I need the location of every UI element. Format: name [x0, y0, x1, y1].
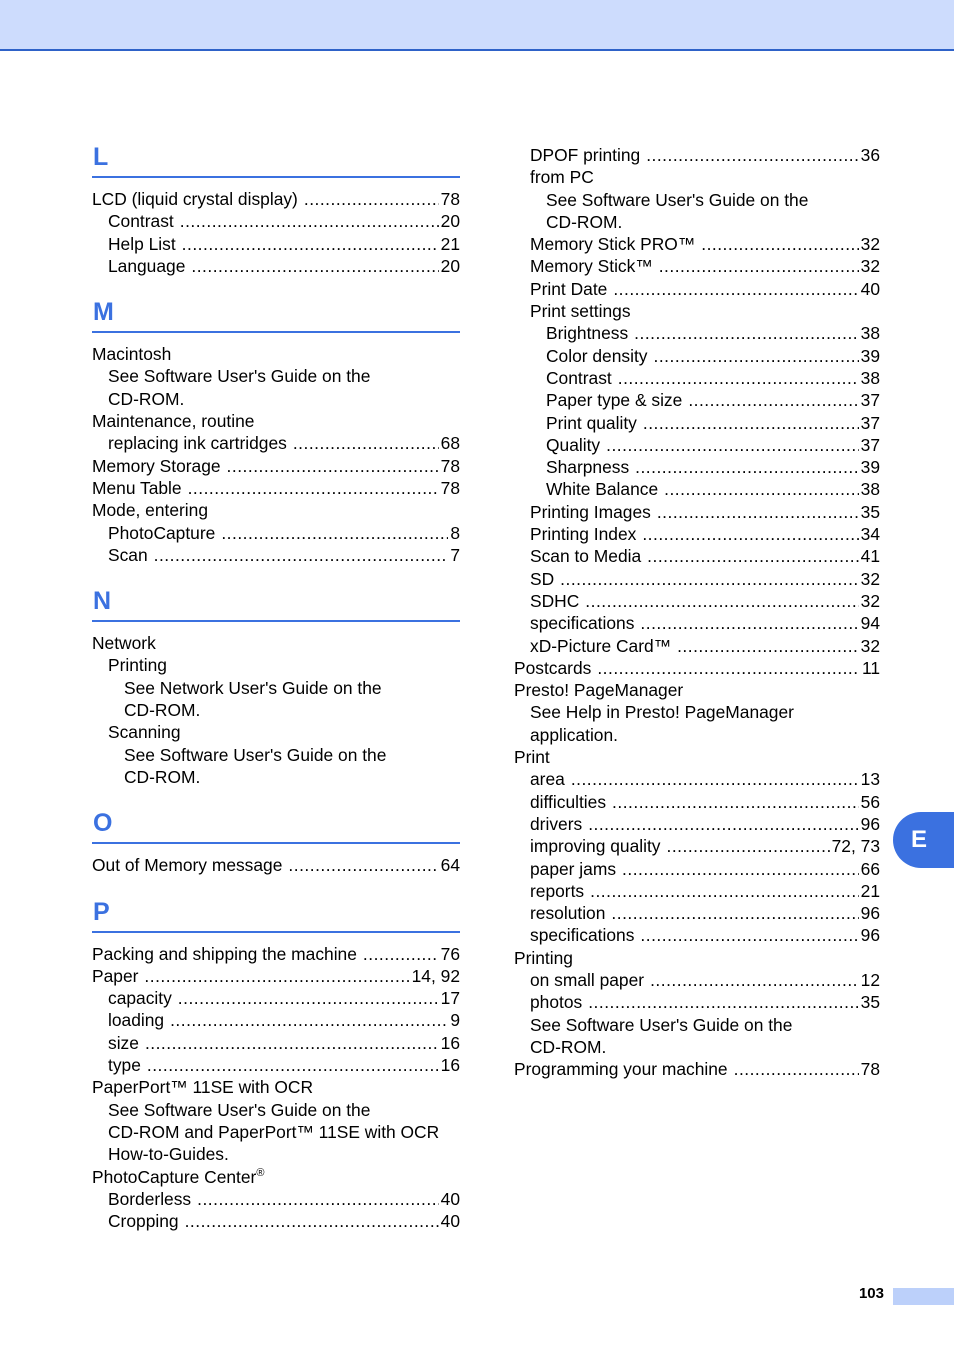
index-entry: Quality ..... 37: [514, 434, 880, 456]
index-entry: Memory Stick PRO™ ..... 32: [514, 233, 880, 255]
index-section-p: [92, 895, 460, 1233]
index-entry: How-to-Guides.: [108, 1144, 229, 1165]
index-entry: from PC: [530, 167, 594, 188]
index-entry: specifications ..... 96: [514, 924, 880, 946]
index-entry: type ..... 16: [92, 1054, 460, 1076]
index-entry: PaperPort™ 11SE with OCR: [92, 1077, 314, 1098]
index-entry: area ..... 13: [514, 768, 880, 790]
index-entry: specifications ..... 94: [514, 612, 880, 634]
index-entry: Maintenance, routine: [92, 411, 255, 432]
section-letter-l: L: [93, 143, 109, 171]
index-entry: Scanning: [108, 722, 181, 743]
index-entry: Presto! PageManager: [514, 680, 684, 701]
index-entry: Menu Table ..... 78: [92, 477, 460, 499]
index-entry: PhotoCapture Center®: [92, 1166, 265, 1187]
section-letter-n: N: [93, 587, 112, 616]
index-entry: Printing Images ..... 35: [514, 501, 880, 523]
index-entry: Memory Storage ..... 78: [92, 455, 460, 477]
index-entry: improving quality ..... 72, 73: [514, 835, 880, 857]
index-entry: Brightness ..... 38: [514, 322, 880, 344]
index-right-column: [514, 144, 880, 1080]
index-entry: Macintosh: [92, 344, 172, 365]
index-section-o: [92, 806, 460, 876]
registered-mark: ®: [256, 1166, 265, 1179]
section-rule: [92, 620, 460, 622]
index-entry: Print quality ..... 37: [514, 412, 880, 434]
index-entry: Print settings: [530, 301, 631, 322]
index-entry: Scan to Media ..... 41: [514, 545, 880, 567]
index-entry: LCD (liquid crystal display) ..... 78: [92, 188, 460, 210]
index-entry: Help List ..... 21: [92, 233, 460, 255]
index-entry: Borderless ..... 40: [92, 1188, 460, 1210]
index-entry: size ..... 16: [92, 1032, 460, 1054]
section-letter-p: P: [93, 897, 110, 926]
index-entry: See Help in Presto! PageManager: [530, 702, 794, 723]
index-entry: Mode, entering: [92, 500, 209, 521]
index-entry: SD ..... 32: [514, 568, 880, 590]
index-entry: Paper ..... 14, 92: [92, 965, 460, 987]
index-entry: Sharpness ..... 39: [514, 456, 880, 478]
index-entry: See Network User's Guide on the: [124, 677, 382, 698]
section-letter-m: M: [93, 298, 114, 327]
section-rule: [92, 176, 460, 178]
index-section-m: [92, 295, 460, 566]
index-entry: White Balance ..... 38: [514, 478, 880, 500]
index-entry: Contrast ..... 20: [92, 210, 460, 232]
index-entry: CD-ROM.: [124, 766, 201, 787]
page-number-bar: [893, 1288, 954, 1305]
header-band: [0, 0, 954, 51]
section-letter-o: O: [93, 809, 113, 838]
index-section-l: [92, 140, 460, 277]
index-entry: CD-ROM and PaperPort™ 11SE with OCR: [108, 1121, 440, 1142]
index-entry: capacity ..... 17: [92, 987, 460, 1009]
chapter-tab-e: E: [893, 812, 954, 868]
index-entry: See Software User's Guide on the: [530, 1014, 793, 1035]
section-rule: [92, 931, 460, 933]
index-entry: photos ..... 35: [514, 991, 880, 1013]
index-entry: Printing: [108, 655, 167, 676]
index-entry: on small paper ..... 12: [514, 969, 880, 991]
index-entry: See Software User's Guide on the: [124, 744, 387, 765]
index-entry: Printing Index ..... 34: [514, 523, 880, 545]
index-entry: CD-ROM.: [530, 1036, 607, 1057]
index-entry: Memory Stick™ ..... 32: [514, 255, 880, 277]
index-entry: PhotoCapture ..... 8: [92, 522, 460, 544]
index-entry: See Software User's Guide on the: [546, 189, 809, 210]
index-entry: Out of Memory message ..... 64: [92, 854, 460, 876]
index-entry: resolution ..... 96: [514, 902, 880, 924]
index-entry: Color density ..... 39: [514, 345, 880, 367]
index-entry: paper jams ..... 66: [514, 858, 880, 880]
index-entry: CD-ROM.: [546, 211, 623, 232]
index-entry: Contrast ..... 38: [514, 367, 880, 389]
index-entry: Print: [514, 747, 550, 768]
index-section-n: [92, 584, 460, 788]
index-entry: Paper type & size ..... 37: [514, 389, 880, 411]
index-entry: Scan ..... 7: [92, 544, 460, 566]
index-entry: Print Date ..... 40: [514, 278, 880, 300]
index-entry: Cropping ..... 40: [92, 1210, 460, 1232]
index-entry: CD-ROM.: [108, 388, 185, 409]
index-entry: Programming your machine ..... 78: [514, 1058, 880, 1080]
index-entry: difficulties ..... 56: [514, 791, 880, 813]
index-entry: CD-ROM.: [124, 700, 201, 721]
index-entry: xD-Picture Card™ ..... 32: [514, 635, 880, 657]
index-entry: DPOF printing ..... 36: [514, 144, 880, 166]
index-entry: application.: [530, 724, 618, 745]
index-entry: reports ..... 21: [514, 880, 880, 902]
index-entry: SDHC ..... 32: [514, 590, 880, 612]
index-entry: See Software User's Guide on the: [108, 1099, 371, 1120]
section-rule: [92, 331, 460, 333]
index-entry: Postcards ..... 11: [514, 657, 880, 679]
index-left-column: [92, 140, 460, 1250]
page-number: 103: [858, 1285, 884, 1302]
index-entry: Network: [92, 633, 156, 654]
index-entry: Printing: [514, 947, 573, 968]
index-entry: See Software User's Guide on the: [108, 366, 371, 387]
index-entry: Packing and shipping the machine ..... 76: [92, 943, 460, 965]
index-entry: loading ..... 9: [92, 1009, 460, 1031]
index-entry: Language ..... 20: [92, 255, 460, 277]
index-entry: drivers ..... 96: [514, 813, 880, 835]
section-rule: [92, 842, 460, 844]
index-entry: replacing ink cartridges ..... 68: [92, 432, 460, 454]
